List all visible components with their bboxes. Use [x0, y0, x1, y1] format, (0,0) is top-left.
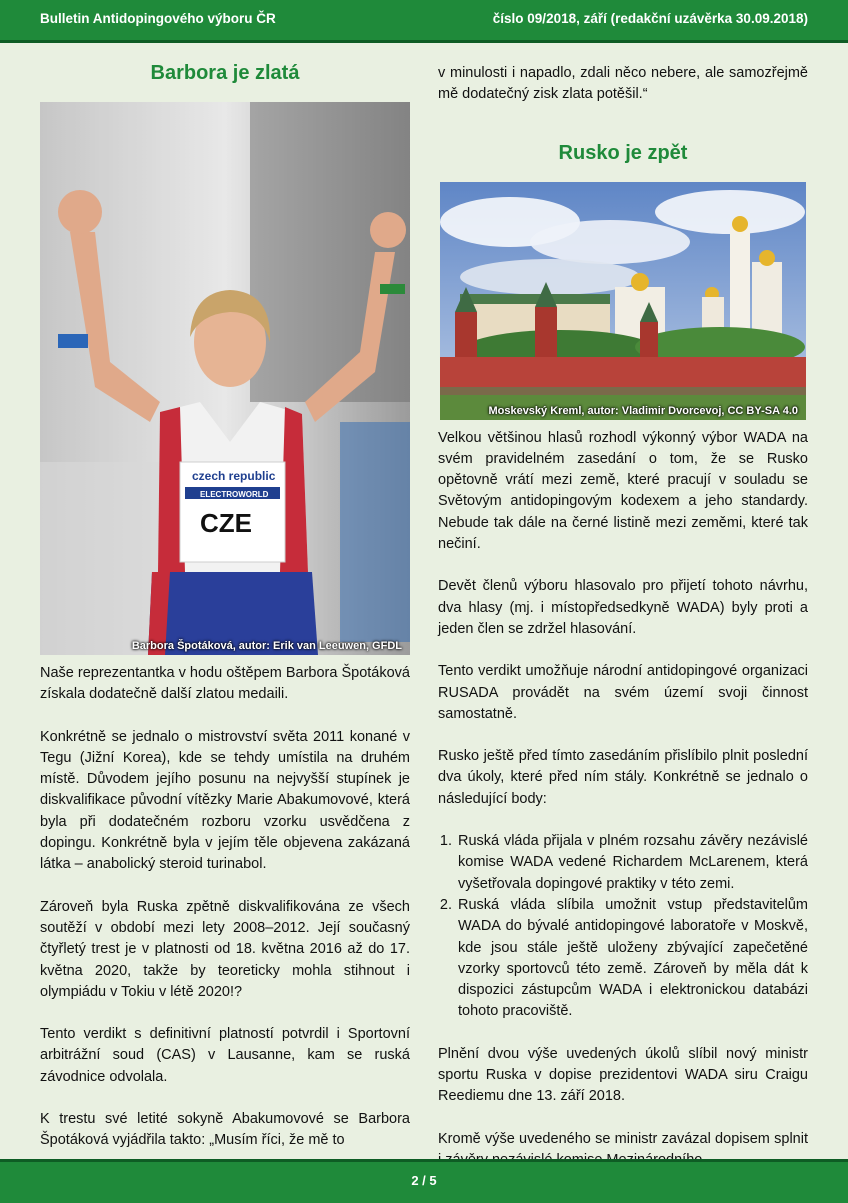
- paragraph: K trestu své letité sokyně Abakumovové se Barbora Špotáková vyjádřila takto: „Musím říci, že mě to: [40, 1111, 410, 1149]
- bib-sponsor: ELECTROWORLD: [200, 490, 269, 499]
- photo-caption-kremlin: Moskevský Kreml, autor: Vladimir Dvorcevoj, CC BY-SA 4.0: [488, 404, 798, 417]
- article-title-barbora: Barbora je zlatá: [150, 62, 300, 84]
- paragraph: Tento verdikt umožňuje národní antidopingové organizaci RUSADA provádět na svém území svoji činnost samostatně.: [438, 663, 808, 722]
- list-item: 1. Ruská vláda přijala v plném rozsahu závěry nezávislé komise WADA vedené Richardem McLarenem, která vyšetřovala dopingové praktiky v této zemi.: [456, 831, 808, 895]
- article-title-rusko: Rusko je zpět: [558, 141, 688, 164]
- photo-caption-barbora: Barbora Špotáková, autor: Erik van Leeuwen, GFDL: [131, 640, 402, 652]
- photo-kremlin: [440, 182, 806, 420]
- photo-barbora: [40, 102, 410, 655]
- bib-brand: czech republic: [192, 469, 276, 483]
- page-number: 2 / 5: [411, 1173, 437, 1188]
- paragraph: Konkrétně se jednalo o mistrovství světa 2011 konané v Tegu (Jižní Korea), kde se tehdy umístila na druhém místě. Důvodem jejího posunu na nejvyšší stupínek je diskvalifikace původní vítězky Marie Abakumovové, která byla při dodatečném rozboru vzorku usvědčena z dopingu. Konkrétně byla v jejím těle objevena zakázaná látka – anabolický steroid turinabol.: [40, 728, 410, 873]
- paragraph: Rusko ještě před tímto zasedáním přislíbilo plnit poslední dva úkoly, které před ním stály. Konkrétně se jednalo o následující body:: [438, 748, 808, 807]
- bib-country: CZE: [200, 508, 252, 538]
- numbered-list: [438, 831, 808, 1023]
- paragraph: Devět členů výboru hlasovalo pro přijetí tohoto návrhu, dva hlasy (mj. i místopředsedkyně WADA) byly proti a jeden člen se zdržel hlasování.: [438, 578, 808, 637]
- issue-info: číslo 09/2018, září (redakční uzávěrka 30.09.2018): [492, 11, 808, 26]
- footer-bar: [0, 1159, 848, 1203]
- paragraph: Velkou většinou hlasů rozhodl výkonný výbor WADA na svém pravidelném zasedání o tom, že se Rusko opětovně vrátí mezi země, které pracují v souladu se Světovým antidopingovým kodexem a jeho standardy. Nebude tak dále na černé listině mezi zeměmi, které tak nečiní.: [438, 429, 808, 553]
- bulletin-title: Bulletin Antidopingového výboru ČR: [40, 11, 276, 26]
- paragraph: Tento verdikt s definitivní platností potvrdil i Sportovní arbitrážní soud (CAS) v Lausanne, kam se ruská závodnice odvolala.: [40, 1026, 410, 1085]
- continuation-text: v minulosti i napadlo, zdali něco nebere, ale samozřejmě mě dodatečný zisk zlata potěšil.“: [438, 65, 808, 103]
- kremlin-photo: [440, 182, 806, 420]
- athlete-photo: [40, 102, 410, 655]
- paragraph: Zároveň byla Ruska zpětně diskvalifikována ze všech soutěží v období mezi lety 2008–2012. Její současný čtyřletý trest je v platnosti od 18. května 2016 až do 17. května 2020, takže by teoreticky mohla stihnout i olympiádu v Tokiu v létě 2020!?: [40, 898, 410, 1000]
- header-bar: [0, 0, 848, 43]
- paragraph: Kromě výše uvedeného se ministr zavázal dopisem splnit: [438, 1130, 808, 1147]
- right-column: [438, 63, 808, 1171]
- paragraph: Plnění dvou výše uvedených úkolů slíbil nový ministr sportu Ruska v dopise prezidentovi WADA siru Craigu Reediemu dne 13. září 2018.: [438, 1045, 808, 1105]
- list-item: 2. Ruská vláda slíbila umožnit vstup představitelům WADA do bývalé antidopingové laboratoře v Moskvě, kde jsou stále ještě uloženy zbývající zapečetěné vzorky sportovců této země. Zároveň by měla dát k dispozici zástupcům WADA i elektronickou databázi tohoto pracoviště.: [456, 895, 808, 1023]
- left-column: [40, 58, 410, 1152]
- paragraph: Naše reprezentantka v hodu oštěpem Barbora Špotáková získala dodatečně další zlatou medaili.: [40, 665, 410, 703]
